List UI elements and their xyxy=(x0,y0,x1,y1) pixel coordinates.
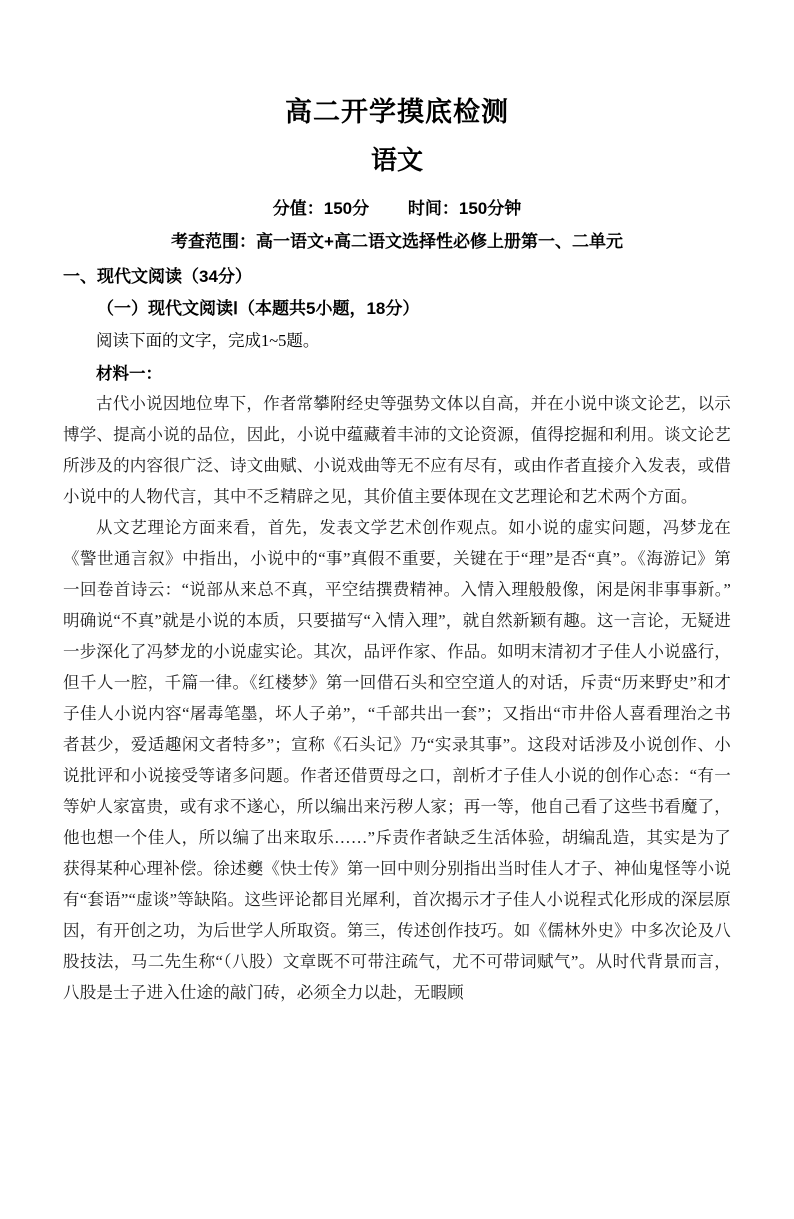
material-paragraph-2: 从文艺理论方面来看，首先，发表文学艺术创作观点。如小说的虚实问题，冯梦龙在《警世通言叙》中指出，小说中的“事”真假不重要，关键在于“理”是否“真”。《海游记》第一回卷首诗云：“说部从来总不真，平空结撰费精神。入情入理般般像，闲是闲非事事新。”明确说“不真”就是小说的本质，只要描写“入情入理”，就自然新颖有趣。这一言论，无疑进一步深化了冯梦龙的小说虚实论。其次，品评作家、作品。如明末清初才子佳人小说盛行，但千人一腔，千篇一律。《红楼梦》第一回借石头和空空道人的对话，斥责“历来野史”和才子佳人小说内容“屠毒笔墨，坏人子弟”，“千部共出一套”；又指出“市井俗人喜看理治之书者甚少，爱适趣闲文者特多”；宣称《石头记》乃“实录其事”。这段对话涉及小说创作、小说批评和小说接受等诸多问题。作者还借贾母之口，剖析才子佳人小说的创作心态：“有一等妒人家富贵，或有求不遂心，所以编出来污秽人家；再一等，他自己看了这些书看魔了，他也想一个佳人，所以编了出来取乐……”斥责作者缺乏生活体验，胡编乱造，其实是为了获得某种心理补偿。徐述夔《快士传》第一回中则分别指出当时佳人才子、神仙鬼怪等小说有“套语”“虚谈”等缺陷。这些评论都目光犀利，首次揭示才子佳人小说程式化形成的深层原因，有开创之功，为后世学人所取资。第三，传述创作技巧。如《儒林外史》中多次论及八股技法，马二先生称“（八股）文章既不可带注疏气，尤不可带词赋气”。从时代背景而言，八股是士子进入仕途的敲门砖，必须全力以赴，无暇顾 xyxy=(63,518,731,1002)
section-1-heading: 一、现代文阅读（34分） xyxy=(63,267,252,286)
exam-scope-line: 考查范围：高一语文+高二语文选择性必修上册第一、二单元 xyxy=(171,232,623,251)
material-paragraph-1: 古代小说因地位卑下，作者常攀附经史等强势文体以自高，并在小说中谈文论艺，以示博学、提高小说的品位，因此，小说中蕴藏着丰沛的文论资源，值得挖掘和利用。谈文论艺所涉及的内容很广泛、诗文曲赋、小说戏曲等无不应有尽有，或由作者直接介入发表，或借小说中的人物代言，其中不乏精辟之见，其价值主要体现在文艺理论和艺术两个方面。 xyxy=(63,394,731,506)
subsection-1-heading: （一）现代文阅读Ⅰ（本题共5小题，18分） xyxy=(97,299,420,318)
score-info: 分值：150分 xyxy=(272,199,370,218)
exam-title: 高二开学摸底检测 xyxy=(285,97,509,127)
reading-instruction: 阅读下面的文字，完成1~5题。 xyxy=(96,331,320,350)
exam-paper-page xyxy=(0,96,794,1219)
material-one-label: 材料一： xyxy=(96,365,162,383)
time-info: 时间：150分钟 xyxy=(407,199,522,218)
exam-meta-line xyxy=(63,200,731,218)
exam-subject: 语文 xyxy=(370,145,423,175)
